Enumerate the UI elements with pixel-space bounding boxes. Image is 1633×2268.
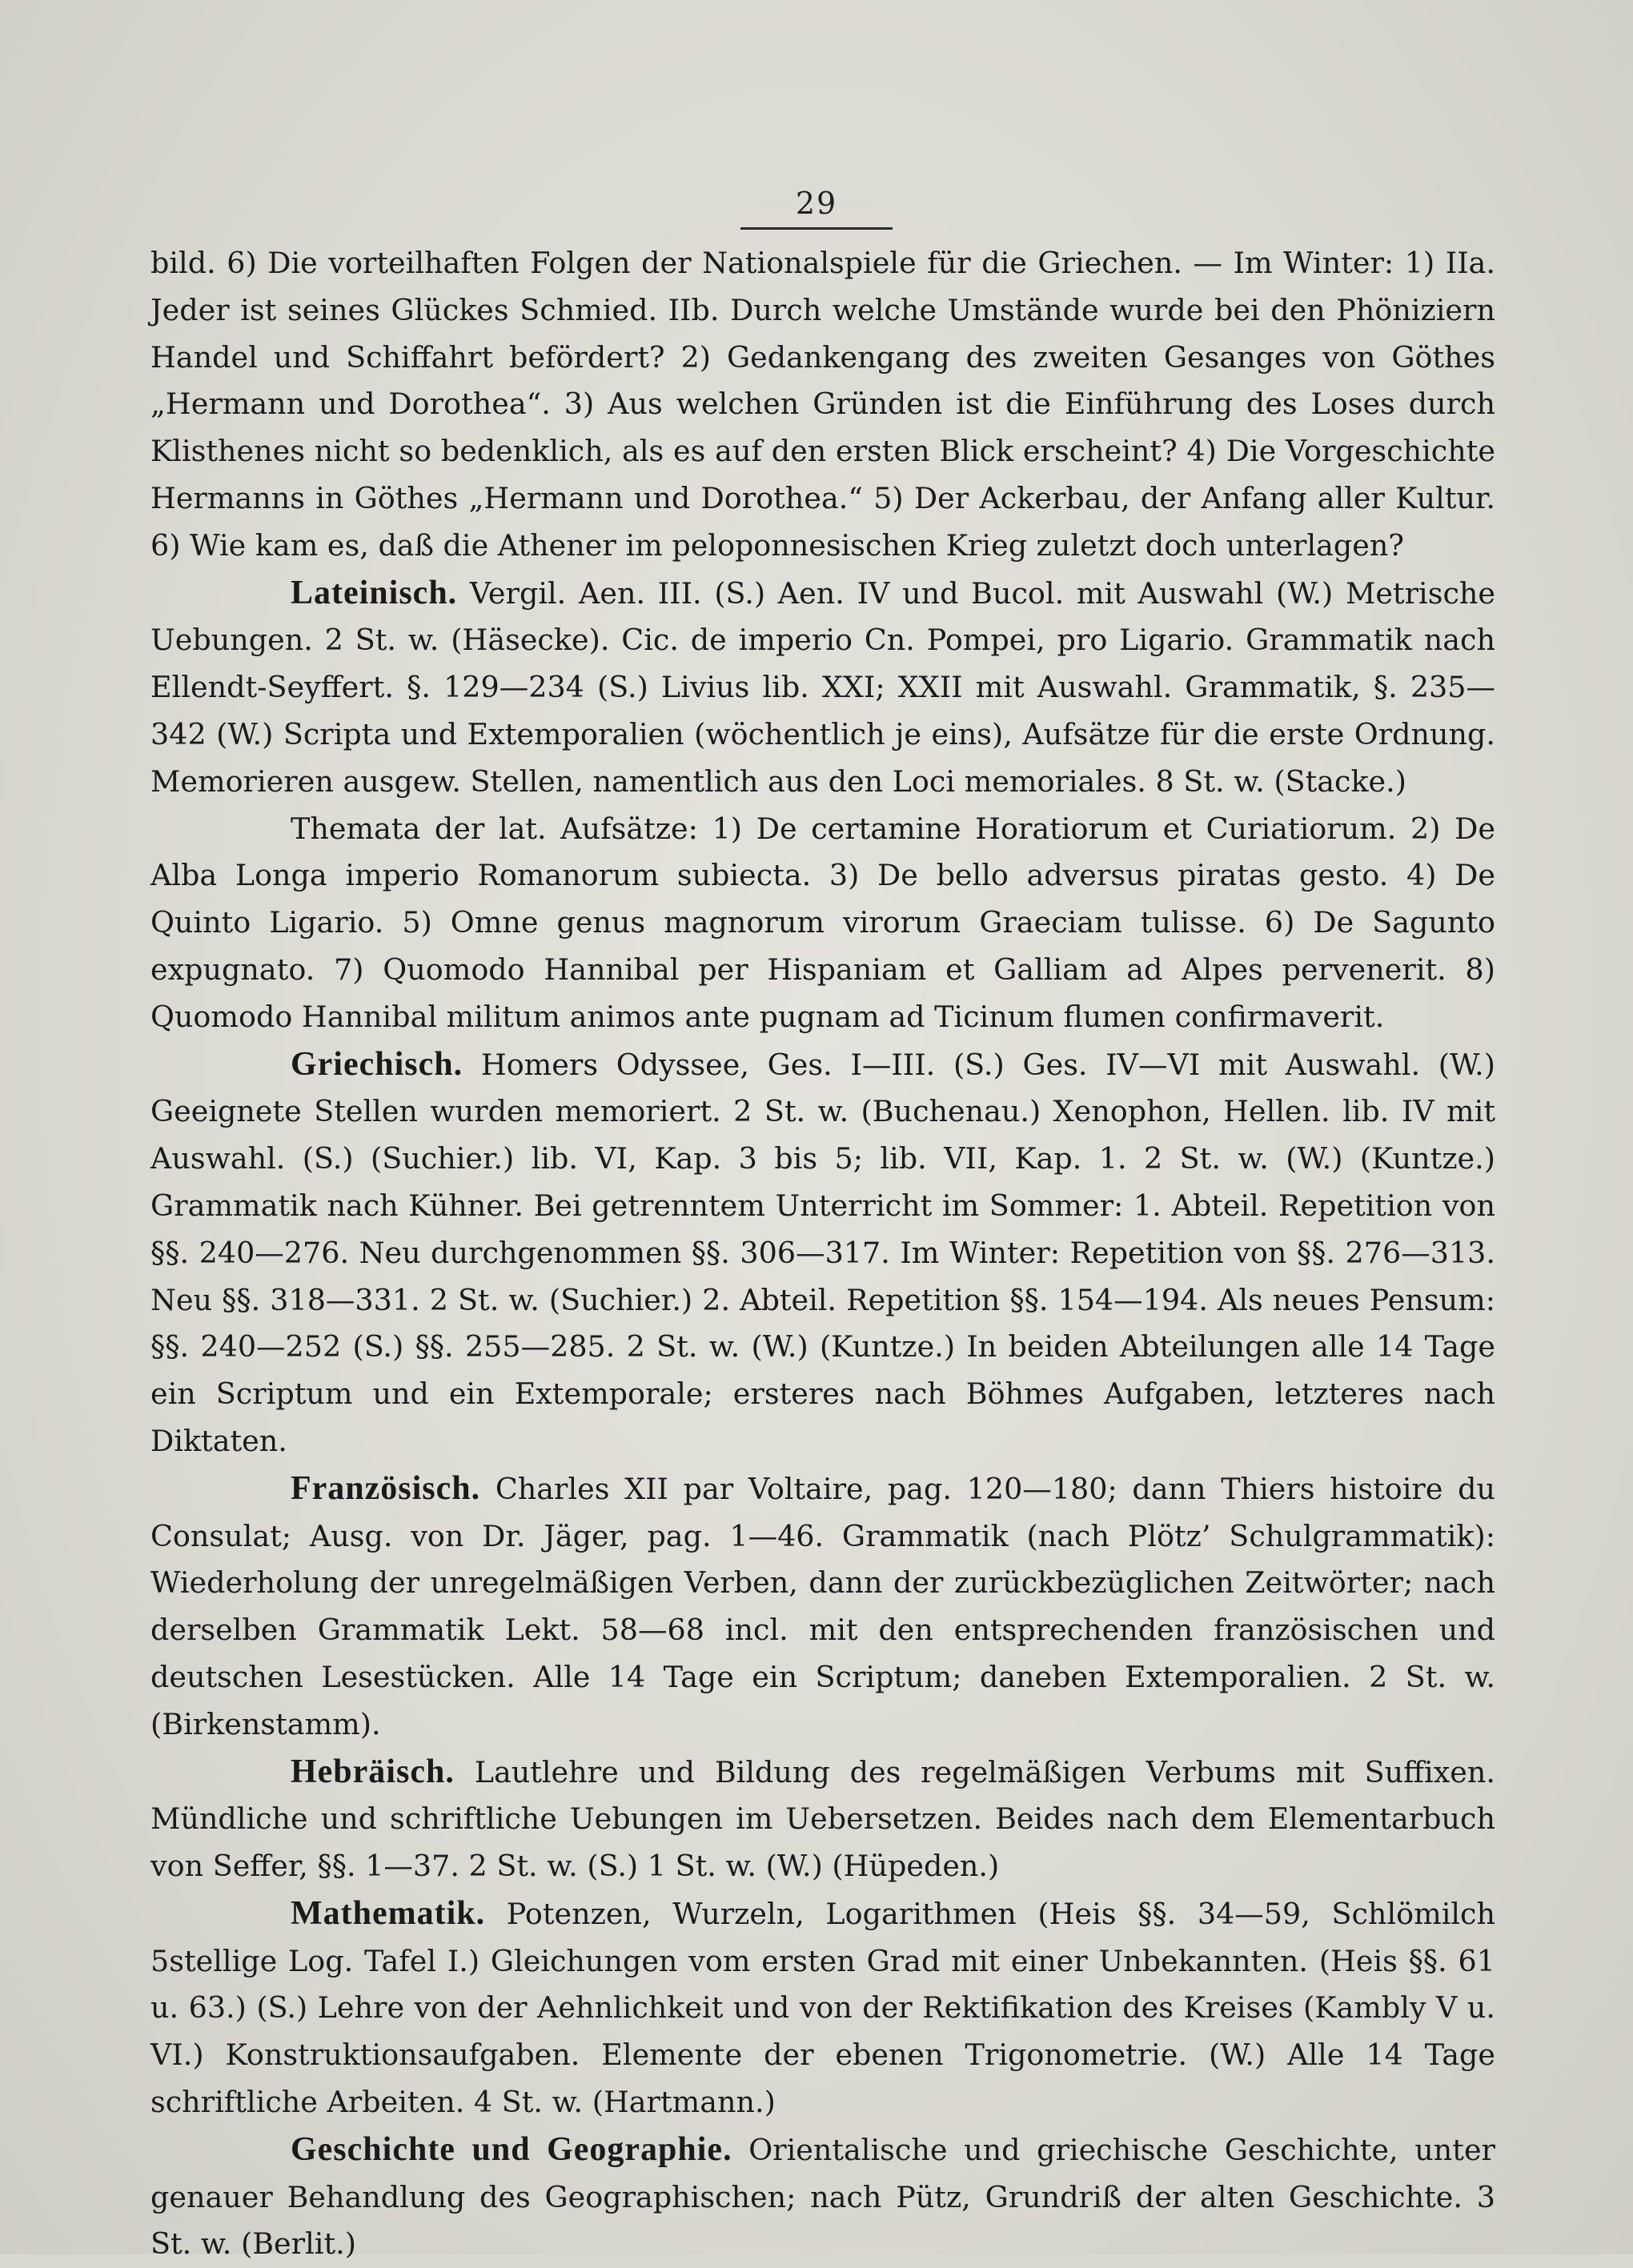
essay-topics-continuation: bild. 6) Die vorteilhaften Folgen der Nationalspiele für die Griechen. — Im Winter: 1) IIa. Jeder ist seines Glückes Schmied. IIb. Durch welche Umstände wurde bei den Phöniziern Handel und Schiffahrt befördert? 2) Gedankengang des zweiten Gesanges von Göthes „Hermann und Dorothea“. 3) Aus welchen Gründen ist die Einführung des Loses durch Klisthenes nicht so bedenklich, als es auf den ersten Blick erscheint? 4) Die Vorgeschichte Hermanns in Göthes „Hermann und Dorothea.“ 5) Der Ackerbau, der Anfang aller Kultur. 6) Wie kam es, daß die Athener im peloponnesischen Krieg zuletzt doch unterlagen? xyxy=(150,246,1495,563)
section-heading-greek: Griechisch. xyxy=(291,1045,463,1083)
section-latin xyxy=(150,570,1495,806)
page-header xyxy=(0,186,1633,230)
section-hebrew xyxy=(150,1749,1495,1890)
section-text-french: Charles XII par Voltaire, pag. 120—180; dann Thiers histoire du Consulat; Ausg. von Dr. Jäger, pag. 1—46. Grammatik (nach Plötz’ Schulgrammatik): Wiederholung der unregelmäßigen Verben, dann der zurückbezüglichen Zeitwörter; nach derselben Grammatik Lekt. 58—68 incl. mit den entsprechenden französischen und deutschen Lesestücken. Alle 14 Tage ein Scriptum; daneben Extemporalien. 2 St. w. (Birkenstamm). xyxy=(150,1471,1495,1741)
section-heading-french: Französisch. xyxy=(291,1469,481,1507)
section-heading-hebrew: Hebräisch. xyxy=(291,1753,455,1790)
section-text-latin: Vergil. Aen. III. (S.) Aen. IV und Bucol. mit Auswahl (W.) Metrische Uebungen. 2 St. w. (Häsecke). Cic. de imperio Cn. Pompei, pro Ligario. Grammatik nach Ellendt-Seyffert. §. 129—234 (S.) Livius lib. XXI; XXII mit Auswahl. Grammatik, §. 235—342 (W.) Scripta und Extemporalien (wöchentlich je eins), Aufsätze für die erste Ordnung. Memorieren ausgew. Stellen, namentlich aus den Loci memoriales. 8 St. w. (Stacke.) xyxy=(150,575,1495,799)
section-greek xyxy=(150,1041,1495,1465)
section-text-greek: Homers Odyssee, Ges. I—III. (S.) Ges. IV—VI mit Auswahl. (W.) Geeignete Stellen wurden memoriert. 2 St. w. (Buchenau.) Xenophon, Hellen. lib. IV mit Auswahl. (S.) (Suchier.) lib. VI, Kap. 3 bis 5; lib. VII, Kap. 1. 2 St. w. (W.) (Kuntze.) Grammatik nach Kühner. Bei getrenntem Unterricht im Sommer: 1. Abteil. Repetition von §§. 240—276. Neu durchgenommen §§. 306—317. Im Winter: Repetition von §§. 276—313. Neu §§. 318—331. 2 St. w. (Suchier.) 2. Abteil. Repetition §§. 154—194. Als neues Pensum: §§. 240—252 (S.) §§. 255—285. 2 St. w. (W.) (Kuntze.) In beiden Abteilungen alle 14 Tage ein Scriptum und ein Extemporale; ersteres nach Böhmes Aufgaben, letzteres nach Diktaten. xyxy=(150,1047,1495,1458)
section-history xyxy=(150,2126,1495,2268)
section-text-history: Orientalische und griechische Geschichte, unter genauer Behandlung des Geographischen; nach Pütz, Grundriß der alten Geschichte. 3 St. w. (Berlit.) xyxy=(150,2132,1495,2262)
page-number: 29 xyxy=(740,186,893,230)
section-text-hebrew: Lautlehre und Bildung des regelmäßigen Verbums mit Suffixen. Mündliche und schriftliche Uebungen im Uebersetzen. Beides nach dem Elementarbuch von Seffer, §§. 1—37. 2 St. w. (S.) 1 St. w. (W.) (Hüpeden.) xyxy=(150,1754,1495,1884)
section-french xyxy=(150,1465,1495,1749)
section-text-math: Potenzen, Wurzeln, Logarithmen (Heis §§. 34—59, Schlömilch 5stellige Log. Tafel I.) Gleichungen vom ersten Grad mit einer Unbekannten. (Heis §§. 61 u. 63.) (S.) Lehre von der Aehnlichkeit und von der Rektifikation des Kreises (Kambly V u. VI.) Konstruktionsaufgaben. Elemente der ebenen Trigonometrie. (W.) Alle 14 Tage schriftliche Arbeiten. 4 St. w. (Hartmann.) xyxy=(150,1896,1495,2120)
section-heading-math: Mathematik. xyxy=(291,1894,486,1932)
latin-essay-themes: Themata der lat. Aufsätze: 1) De certamine Horatiorum et Curiatiorum. 2) De Alba Longa imperio Romanorum subiecta. 3) De bello adversus piratas gesto. 4) De Quinto Ligario. 5) Omne genus magnorum virorum Graeciam tulisse. 6) De Sagunto expugnato. 7) Quomodo Hannibal per Hispaniam et Galliam ad Alpes pervenerit. 8) Quomodo Hannibal militum animos ante pugnam ad Ticinum flumen confirmaverit. xyxy=(150,811,1495,1034)
section-math xyxy=(150,1890,1495,2126)
page-body xyxy=(150,240,1495,2268)
section-heading-latin: Lateinisch. xyxy=(291,574,458,611)
section-heading-history: Geschichte und Geographie. xyxy=(291,2130,732,2168)
